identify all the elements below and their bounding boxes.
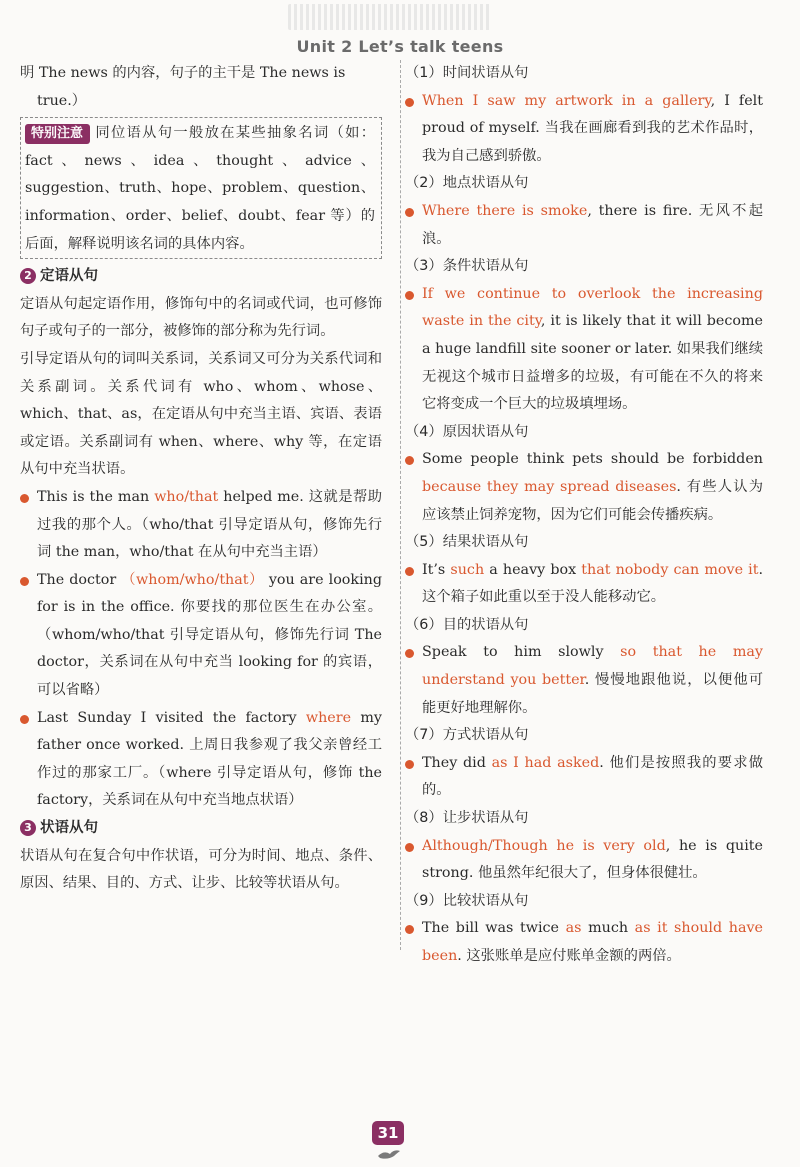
example-item: The doctor （whom/who/that） you are looking for is in the office. 你要找的那位医生在办公室。（whom/who/that 引导定语从句，修饰先行词 The doctor，关系词在从句中充当 looking for 的宾语，可以省略）: [20, 567, 382, 705]
page-number: 31: [372, 1121, 404, 1145]
attributive-para-1: 定语从句起定语作用，修饰句中的名词或代词，也可修饰句子或句子的一部分，被修饰的部分称为先行词。: [20, 295, 382, 340]
example-item: Some people think pets should be forbidden because they may spread diseases. 有些人认为应该禁止饲养宠物，因为它们可能会传播疾病。: [405, 446, 763, 529]
example-item: Last Sunday I visited the factory where my father once worked. 上周日我参观了我父亲曾经工作过的那家工厂。（where 引导定语从句，修饰 the factory，关系词在从句中充当地点状语）: [20, 705, 382, 815]
column-divider: [400, 60, 401, 950]
special-note-text: 同位语从句一般放在某些抽象名词（如：fact、news、idea、thought、advice、suggestion、truth、hope、problem、question、information、order、belief、doubt、fear 等）的后面，解释说明该名词的具体内容。: [25, 125, 375, 252]
section-heading-adverbial: 3 状语从句: [20, 815, 382, 843]
intro-line-1: 明 The news 的内容，句子的主干是 The news is: [20, 65, 346, 81]
example-item: This is the man who/that helped me. 这就是帮助过我的那个人。（who/that 引导定语从句，修饰先行词 the man，who/that 在从句中充当主语）: [20, 484, 382, 567]
bullet-dot-icon: [405, 98, 414, 107]
subsection-title: （6）目的状语从句: [405, 616, 529, 633]
page-header-title: Unit 2 Let’s talk teens: [296, 37, 504, 56]
example-item: When I saw my artwork in a gallery, I felt proud of myself. 当我在画廊看到我的艺术作品时，我为自己感到骄傲。: [405, 88, 763, 171]
right-column: [405, 60, 763, 971]
example-item: Where there is smoke, there is fire. 无风不起浪。: [405, 198, 763, 253]
subsection-title: （9）比较状语从句: [405, 892, 529, 909]
section-number-badge: 2: [20, 268, 36, 284]
section-heading-attributive: 2 定语从句: [20, 263, 382, 291]
bullet-dot-icon: [405, 567, 414, 576]
bird-decoration-icon: [374, 1147, 404, 1161]
section-number-badge: 3: [20, 820, 36, 836]
subsection-title: （4）原因状语从句: [405, 423, 529, 440]
example-item: If we continue to overlook the increasing waste in the city, it is likely that it will become a huge landfill site sooner or later. 如果我们继续无视这个城市日益增多的垃圾，有可能在不久的将来它将变成一个巨大的垃圾填埋场。: [405, 281, 763, 419]
bullet-dot-icon: [20, 494, 29, 503]
left-column: [20, 60, 382, 898]
bullet-dot-icon: [405, 649, 414, 658]
subsection-title: （2）地点状语从句: [405, 175, 529, 192]
bullet-dot-icon: [20, 715, 29, 724]
example-item: Speak to him slowly so that he may understand you better. 慢慢地跟他说，以便他可能更好地理解你。: [405, 639, 763, 722]
example-item: It’s such a heavy box that nobody can move it. 这个箱子如此重以至于没人能移动它。: [405, 557, 763, 612]
special-note-box: [20, 117, 382, 259]
example-item: They did as I had asked. 他们是按照我的要求做的。: [405, 750, 763, 805]
subsection-title: （7）方式状语从句: [405, 727, 529, 744]
attributive-para-2: 引导定语从句的词叫关系词，关系词又可分为关系代词和关系副词。关系代词有 who、whom、whose、which、that、as，在定语从句中充当主语、宾语、表语或定语。关系副词有 when、where、why 等，在定语从句中充当状语。: [20, 350, 382, 478]
subsection-title: （8）让步状语从句: [405, 810, 529, 827]
subsection-title: （1）时间状语从句: [405, 65, 529, 81]
bullet-dot-icon: [405, 208, 414, 217]
bullet-dot-icon: [405, 291, 414, 300]
bullet-dot-icon: [405, 925, 414, 934]
adverbial-para-1: 状语从句在复合句中作状语，可分为时间、地点、条件、原因、结果、目的、方式、让步、比较等状语从句。: [20, 847, 382, 892]
bullet-dot-icon: [405, 760, 414, 769]
header-decoration: [288, 4, 492, 30]
subsection-title: （5）结果状语从句: [405, 534, 529, 551]
example-item: The bill was twice as much as it should have been. 这张账单是应付账单金额的两倍。: [405, 915, 763, 970]
bullet-dot-icon: [405, 456, 414, 465]
special-note-tag: 特别注意: [25, 124, 90, 144]
subsection-title: （3）条件状语从句: [405, 258, 529, 275]
bullet-dot-icon: [20, 577, 29, 586]
example-item: Although/Though he is very old, he is quite strong. 他虽然年纪很大了，但身体很健壮。: [405, 833, 763, 888]
intro-line-2: true.）: [37, 92, 87, 109]
bullet-dot-icon: [405, 843, 414, 852]
